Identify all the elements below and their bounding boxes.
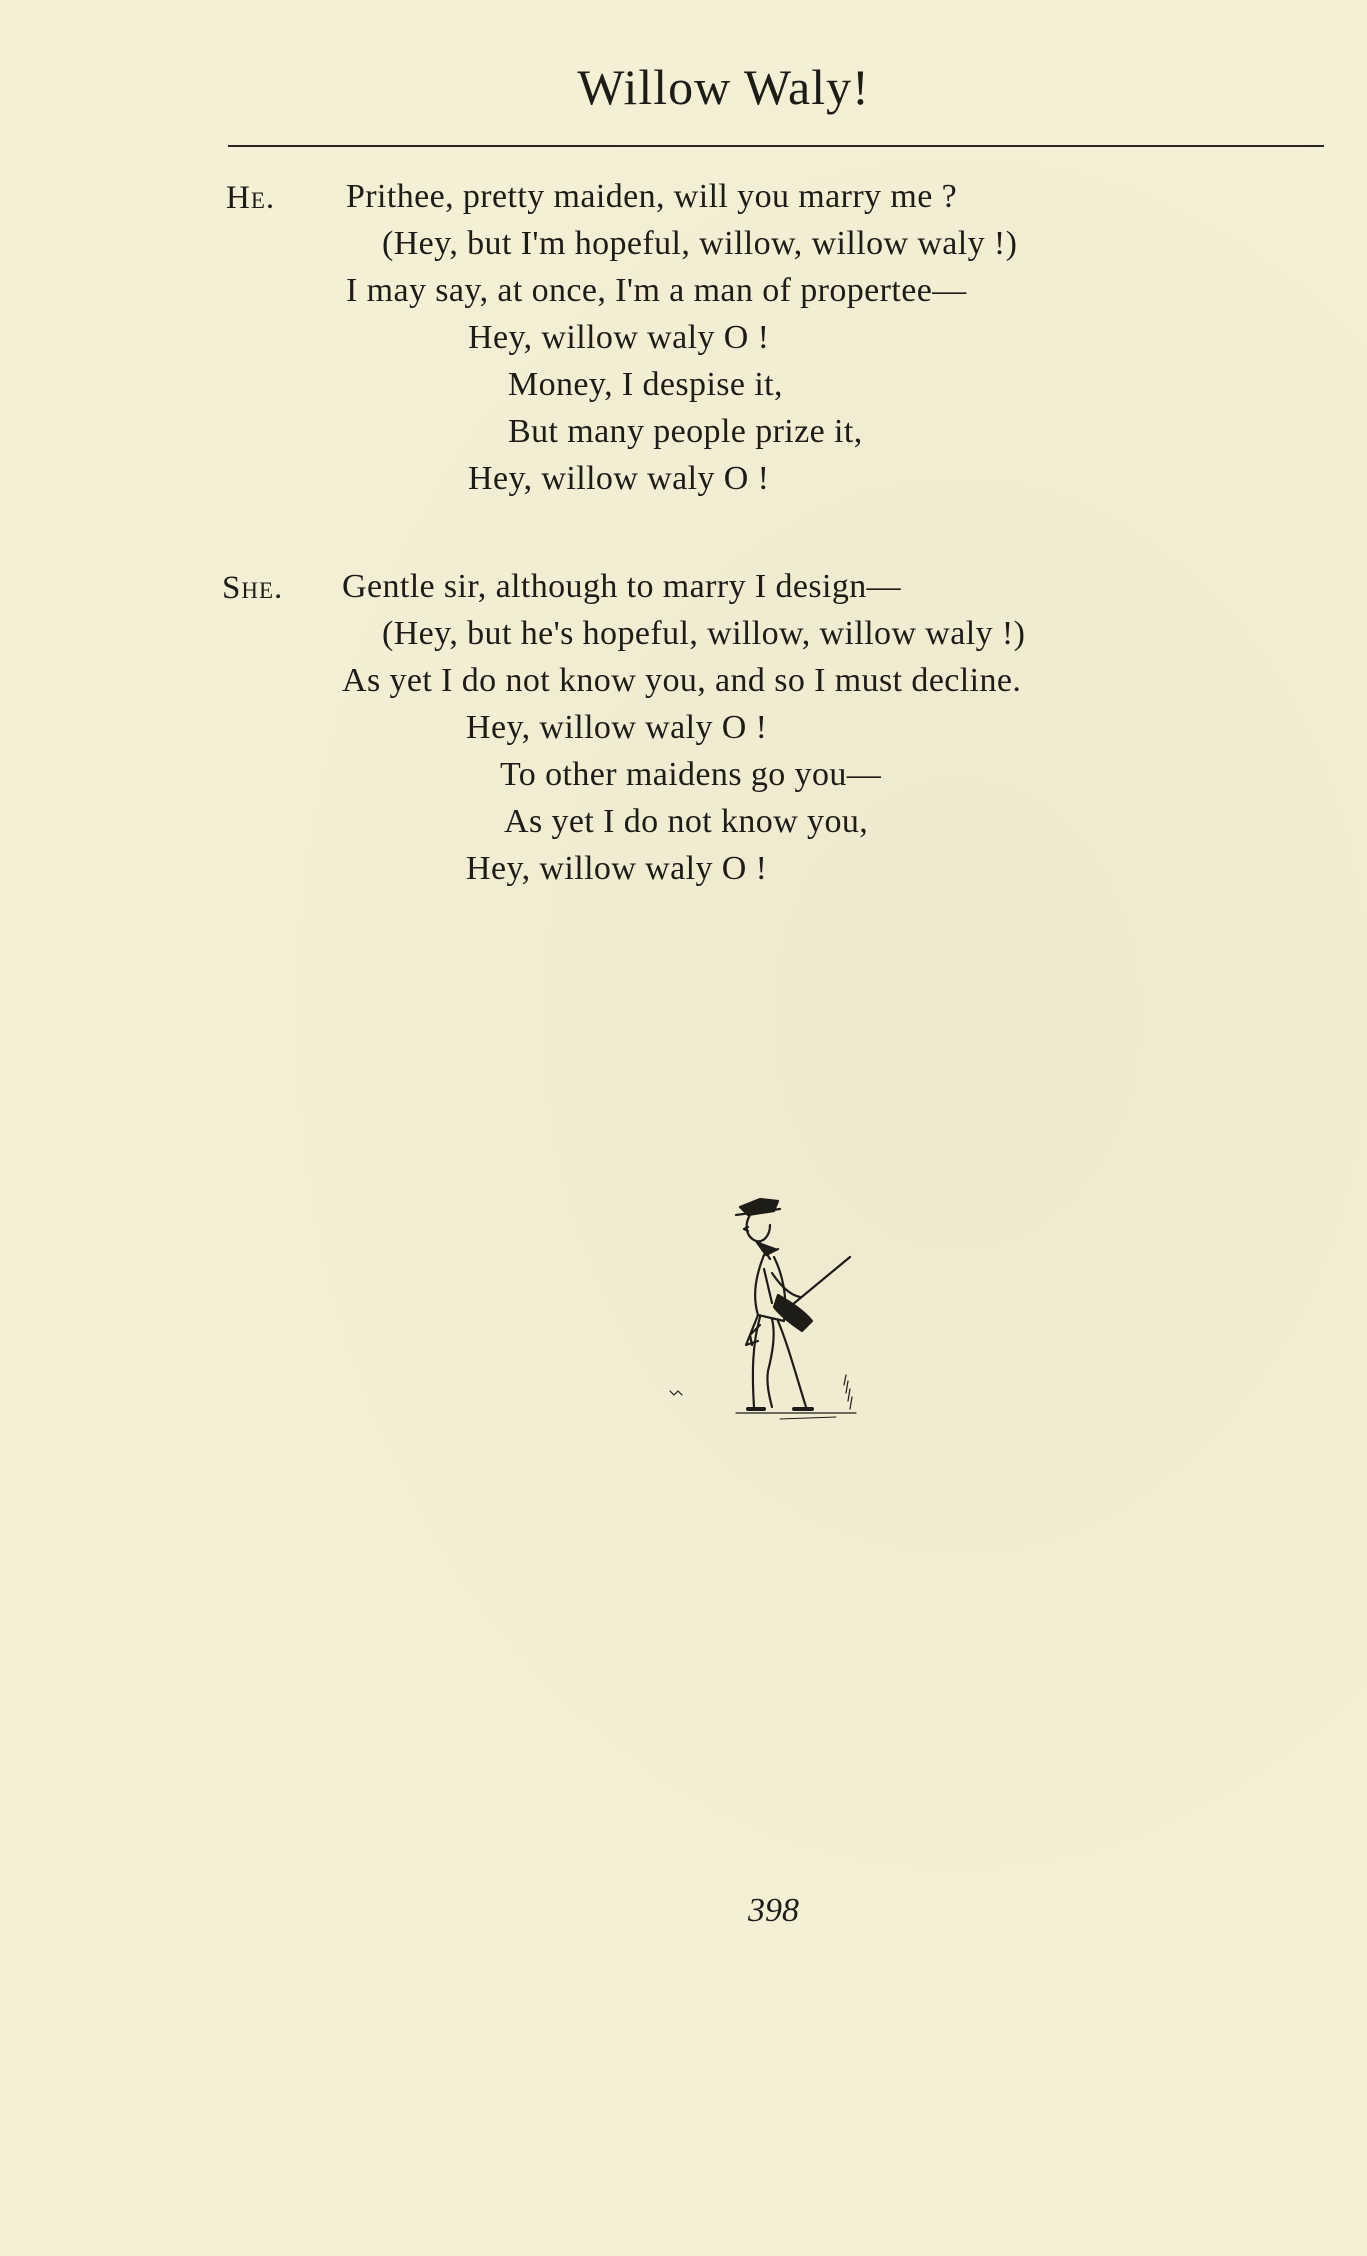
speaker-label-she: She. [222, 570, 284, 606]
verse-line: Gentle sir, although to marry I design— [342, 568, 902, 605]
walking-man-with-cane-illustration [660, 1185, 890, 1455]
speaker-label-he: He. [226, 180, 276, 216]
verse-line: Hey, willow waly O ! [468, 319, 770, 356]
verse-line: I may say, at once, I'm a man of propertee— [346, 272, 967, 309]
running-title: Willow Waly! [577, 59, 870, 115]
verse-line: (Hey, but he's hopeful, willow, willow waly !) [382, 615, 1026, 652]
header-rule [228, 145, 1324, 147]
verse-line: But many people prize it, [508, 413, 863, 450]
verse-line: Hey, willow waly O ! [468, 460, 770, 497]
verse-line: (Hey, but I'm hopeful, willow, willow waly !) [382, 225, 1018, 262]
page-number: 398 [748, 1892, 799, 1929]
verse-line: As yet I do not know you, and so I must decline. [342, 662, 1022, 699]
verse-line: To other maidens go you— [500, 756, 882, 793]
verse-line: Hey, willow waly O ! [466, 709, 768, 746]
verse-line: Prithee, pretty maiden, will you marry me ? [346, 178, 958, 215]
verse-line: Hey, willow waly O ! [466, 850, 768, 887]
verse-line: As yet I do not know you, [504, 803, 869, 840]
verse-line: Money, I despise it, [508, 366, 783, 403]
